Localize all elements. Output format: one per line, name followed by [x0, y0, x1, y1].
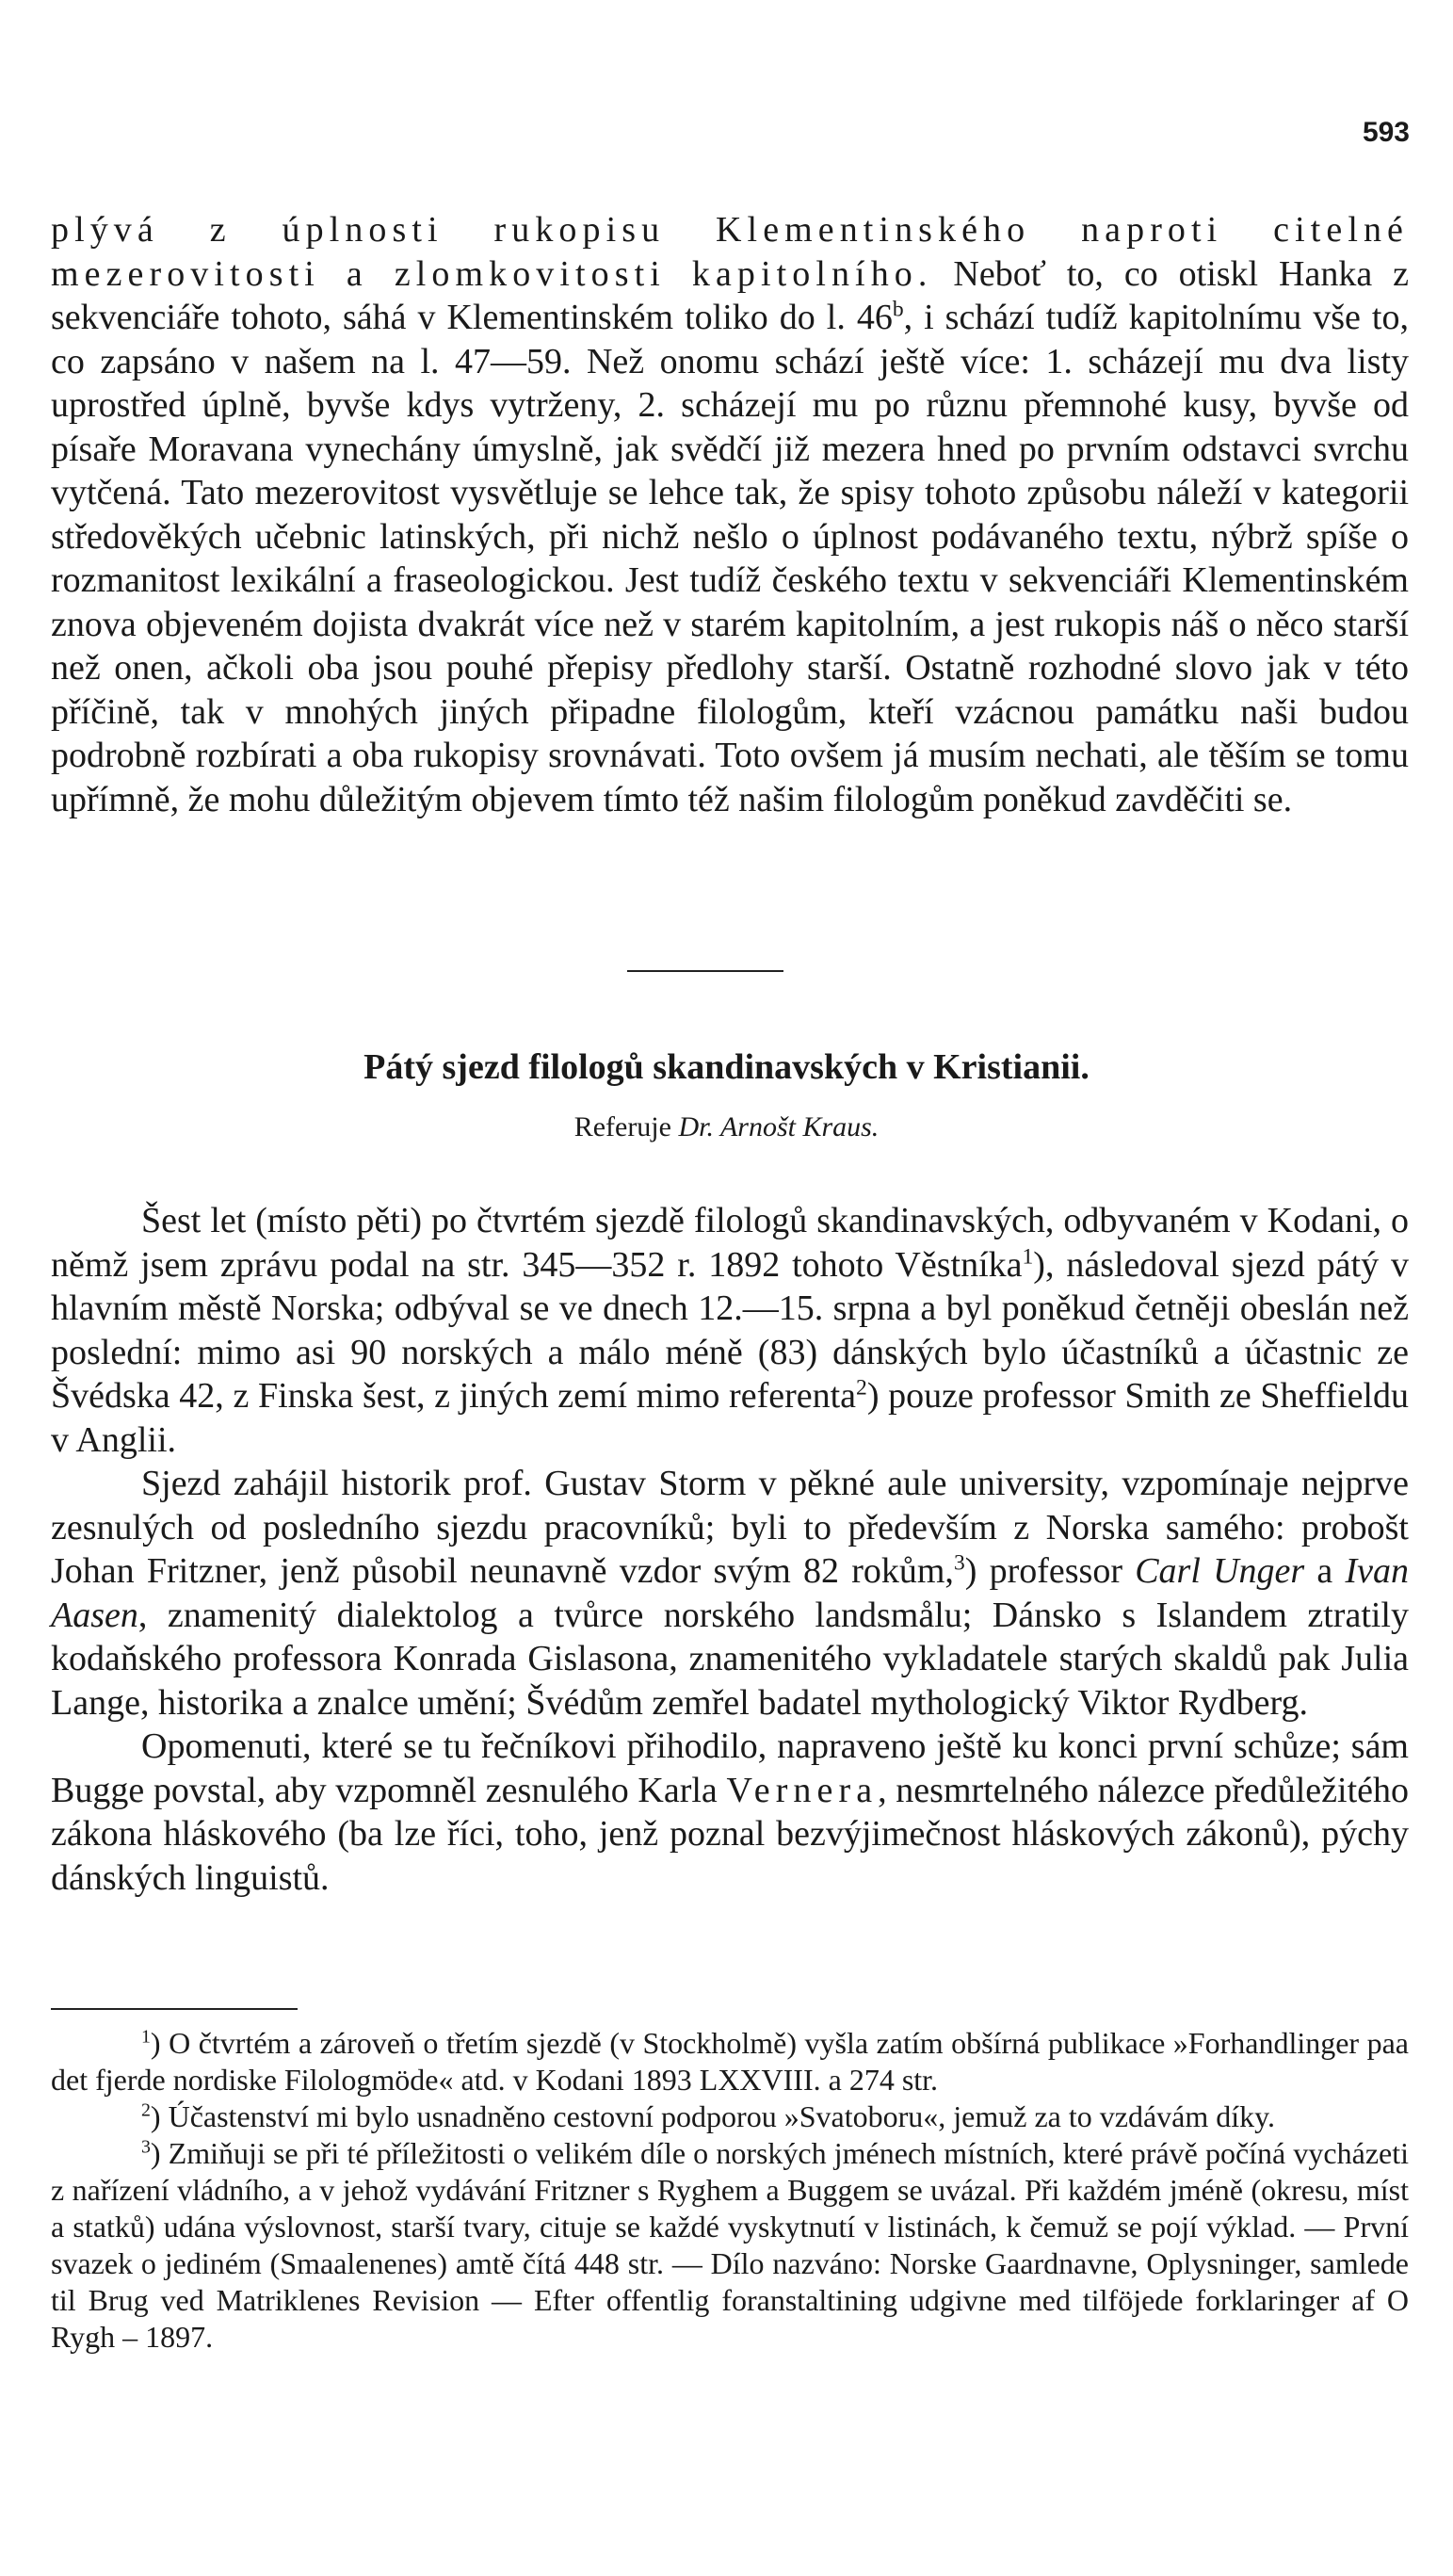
footnote-mark: 2	[141, 2099, 151, 2121]
paragraph-text: Opomenuti, které se tu řečníkovi přihodilo, napraveno ještě ku konci první schůze; sám Bugge povstal, aby vzpomněl zesnulého Karla	[51, 1726, 1409, 1810]
paragraph-text: Neboť to, co otiskl Hanka z sekvenciáře tohoto, sáhá v Klementinském toliko do l. 46	[51, 253, 1409, 337]
paragraph-text: ) professor	[964, 1551, 1136, 1591]
spaced-name: Vernera	[726, 1770, 879, 1810]
article-body	[51, 1199, 1409, 1900]
footnote-1	[51, 2025, 1409, 2098]
name-italic: Ivan Aasen	[51, 1551, 1409, 1635]
paragraph-text: , nesmrtelného nálezce předůležitého zákona hláskového (ba lze říci, toho, jenž poznal bezvýjimečnost hláskových zákonů), pýchy dánských linguistů.	[51, 1770, 1409, 1898]
paragraph-text: , i schází tudíž kapitolnímu vše to, co zapsáno v našem na l. 47—59. Než onomu schází ještě více: 1. scházejí mu dva listy uprostřed úplně, byvše kdys vytrženy, 2. scházejí mu po různu přemnohé kusy, byvše od písaře Moravana vynechány úmyslně, jak svědčí již mezera hned po prvním odstavci svrchu vytčená. Tato mezerovitost vysvětluje se lehce tak, že spisy tohoto způsobu náleží v kategorii středověkých učebnic latinských, při nichž nešlo o úplnost podávaného textu, nýbrž spíše o rozmanitost lexikální a fraseologickou. Jest tudíž českého textu v sekvenciáři Klementinském znova objeveném dojista dvakrát více než v starém kapitolním, a jest rukopis náš o něco starší než onen, ačkoli oba jsou pouhé přepisy předlohy starší. Ostatně rozhodné slovo jak v této příčině, tak v mnohých jiných připadne filologům, kteří vzácnou památku naši budou podrobně rozbírati a oba rukopisy srovnávati. Toto ovšem já musím nechati, ale těším se tomu upřímně, že mohu důležitým objevem tímto též našim filologům poněkud zavděčiti se.	[51, 298, 1409, 819]
footnote-ref-3[interactable]: 3	[953, 1550, 965, 1576]
paragraph-text: ) pouze professor Smith ze Sheffieldu v Anglii.	[51, 1376, 1409, 1460]
page-number: 593	[1362, 117, 1410, 148]
name-italic: Carl Unger	[1135, 1551, 1305, 1591]
opening-paragraph	[51, 208, 1409, 821]
footnote-ref-1[interactable]: 1	[1022, 1243, 1034, 1269]
paragraph-text: Šest let (místo pěti) po čtvrtém sjezdě filologů skandinavských, odbyvaném v Kodani, o němž jsem zprávu podal na str. 345—352 r. 1892 tohoto Věstníka	[51, 1201, 1409, 1285]
article-title: Pátý sjezd filologů skandinavských v Kristianii.	[363, 1047, 1090, 1087]
footnote-mark: 3	[141, 2136, 151, 2158]
footnote-rule	[51, 2008, 298, 2010]
article-byline	[0, 1111, 1453, 1143]
article-paragraph-3	[51, 1725, 1409, 1900]
section-divider	[627, 970, 783, 972]
superscript-b: b	[892, 297, 904, 322]
footnote-text: ) Zmiňuji se při té příležitosti o velikém díle o norských jménech místních, které právě počíná vycházeti z nařízení vládního, a v jehož vydávání Fritzner s Ryghem a Buggem se uvázal. Při každém jméně (okresu, míst a statků) udána výslovnost, starší tvary, cituje se každé vyskytnutí v listinách, k čemuž se pojí výklad. — První svazek o jediném (Smaalenenes) amtě čítá 448 str. — Dílo nazváno: Norske Gaardnavne, Oplysninger, samlede til Brug ved Matriklenes Revision — Efter offentlig foranstaltining udgivne med tilföjede forklaringer af O Rygh – 1897.	[51, 2136, 1409, 2354]
paragraph-text: a	[1304, 1551, 1346, 1591]
spaced-phrase: plývá z úplnosti rukopisu Klementinského naproti citelné mezerovitosti a zlomkovitosti kapitolního.	[51, 210, 1409, 294]
footnote-ref-2[interactable]: 2	[856, 1375, 867, 1401]
footnote-2	[51, 2098, 1409, 2135]
paragraph-text: Sjezd zahájil historik prof. Gustav Storm v pěkné aule university, vzpomínaje nejprve zesnulých od posledního sjezdu pracovníků; byli to především z Norska samého: probošt Johan Fritzner, jenž působil neunavně vzdor svým 82 rokům,	[51, 1464, 1409, 1591]
byline-author: Dr. Arnošt Kraus.	[678, 1111, 880, 1142]
footnotes	[51, 2025, 1409, 2356]
footnote-text: ) O čtvrtém a zároveň o třetím sjezdě (v Stockholmě) vyšla zatím obšírná publikace »Forhandlinger paa det fjerde nordiske Filologmöde« atd. v Kodani 1893 LXXVIII. a 274 str.	[51, 2026, 1409, 2097]
article-paragraph-1	[51, 1199, 1409, 1462]
footnote-text: ) Účastenství mi bylo usnadněno cestovní podporou »Svatoboru«, jemuž za to vzdávám díky.	[150, 2099, 1276, 2133]
footnote-mark: 1	[141, 2026, 151, 2048]
article-paragraph-2	[51, 1462, 1409, 1725]
footnote-3	[51, 2135, 1409, 2356]
top-section	[51, 208, 1409, 821]
paragraph-text: , znamenitý dialektolog a tvůrce norského landsmålu; Dánsko s Islandem ztratily kodaňského professora Konrada Gislasona, znamenitého vykladatele starých skaldů pak Julia Lange, historika a znalce umění; Švédům zemřel badatel mythologický Viktor Rydberg.	[51, 1595, 1409, 1723]
byline-prefix: Referuje	[573, 1111, 671, 1142]
paragraph-text: ), následoval sjezd pátý v hlavním městě Norska; odbýval se ve dnech 12.—15. srpna a byl poněkud četněji obeslán než poslední: mimo asi 90 norských a málo méně (83) dánských bylo účastníků a účastnic ze Švédska 42, z Finska šest, z jiných zemí mimo referenta	[51, 1244, 1409, 1416]
